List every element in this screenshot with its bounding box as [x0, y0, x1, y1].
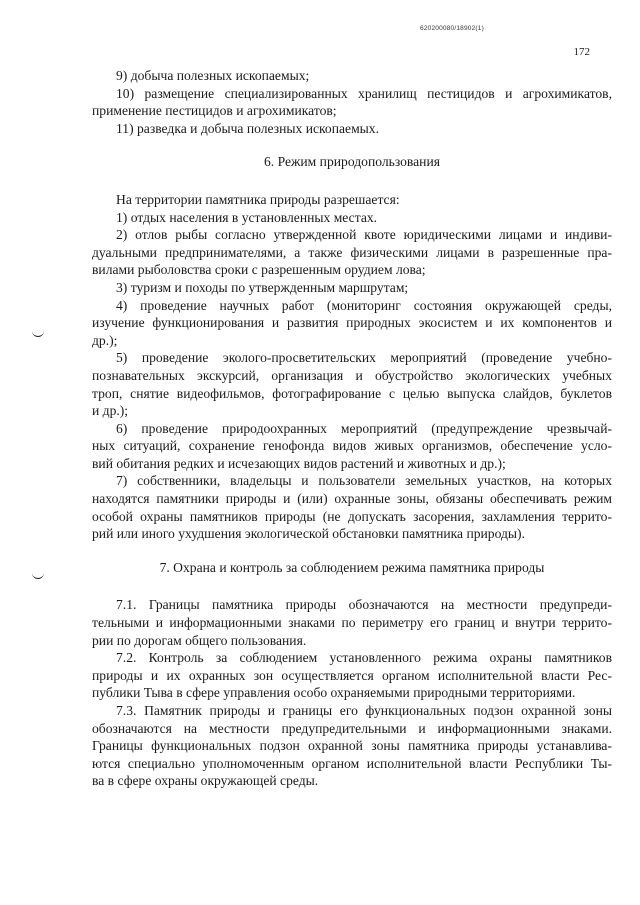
text-line: обозначаются на местности предупредительными и информационными знаками. [92, 720, 612, 736]
text-line: троп, снятие видеофильмов, фотографирование с целью выпуска слайдов, буклетов [92, 385, 612, 401]
page-number: 172 [573, 46, 590, 58]
text-line: 7.1. Границы памятника природы обозначаются на местности предупреди- [116, 597, 612, 613]
document-number: 620200080/18902(1) [420, 25, 484, 32]
text-line: ных ситуаций, сохранение генофонда видов живых организмов, обеспечение усло- [92, 438, 612, 454]
margin-scan-mark [32, 572, 44, 579]
text-line: особой охраны памятников природы (не допускать засорения, захламления террито- [92, 508, 612, 524]
text-line: и др.); [92, 403, 129, 419]
text-line: На территории памятника природы разрешается: [116, 191, 400, 207]
text-line: находятся памятники природы и (или) охранные зоны, обязаны обеспечивать режим [92, 491, 612, 507]
text-line: 3) туризм и походы по утвержденным маршрутам; [116, 279, 409, 295]
text-line: 7) собственники, владельцы и пользователи земельных участков, на которых [116, 473, 612, 489]
text-line: 2) отлов рыбы согласно утвержденной квоте юридическими лицами и индиви- [116, 227, 612, 243]
text-line: 10) размещение специализированных хранилищ пестицидов и агрохимикатов, [116, 85, 612, 101]
text-line: природы и их охранных зон осуществляется органом исполнительной власти Рес- [92, 667, 612, 683]
text-line: ются специально уполномоченным органом исполнительной власти Республики Ты- [92, 755, 612, 771]
text-line: публики Тыва в сфере управления особо охраняемыми природными территориями. [92, 685, 576, 701]
section-heading: 7. Охрана и контроль за соблюдением режима памятника природы [159, 559, 545, 575]
section-heading: 6. Режим природопользования [264, 154, 440, 170]
text-line: рий или иного ухудшения экологической обстановки памятника природы). [92, 526, 525, 542]
text-line: дуальными предпринимателями, а также физическими лицами в разрешенные пра- [92, 244, 612, 260]
section-top [92, 67, 612, 137]
text-line: 5) проведение эколого-просветительских мероприятий (проведение учебно- [116, 350, 612, 366]
text-line: ва в сфере охраны окружающей среды. [92, 773, 319, 789]
text-line: познавательных экскурсий, организация и обустройство экологических учебных [92, 367, 612, 383]
section-6-body [92, 191, 612, 543]
text-line: 11) разведка и добыча полезных ископаемых. [116, 120, 379, 136]
text-line: 6) проведение природоохранных мероприятий (предупреждение чрезвычай- [116, 420, 612, 436]
text-line: изучение функционирования и развития природных экосистем и их компонентов и [92, 315, 612, 331]
section-7-body [92, 596, 612, 790]
text-line: 1) отдых населения в установленных местах. [116, 209, 378, 225]
text-line: рии по дорогам общего пользования. [92, 632, 307, 648]
text-line: Границы функциональных подзон охранной зоны памятника природы устанавлива- [92, 738, 612, 754]
margin-scan-mark [32, 330, 44, 337]
text-line: вий обитания редких и исчезающих видов растений и животных и др.); [92, 455, 506, 471]
text-line: 7.3. Памятник природы и границы его функциональных подзон охранной зоны [116, 703, 612, 718]
text-line: 4) проведение научных работ (мониторинг состояния окружающей среды, [116, 297, 612, 313]
text-line: др.); [92, 332, 118, 348]
text-line: 9) добыча полезных ископаемых; [116, 68, 310, 83]
text-line: вилами рыболовства сроки с разрешенным орудием лова; [92, 262, 426, 278]
document-body [92, 67, 612, 790]
text-line: тельными и информационными знаками по периметру его границ и внутри террито- [92, 615, 612, 631]
text-line: 7.2. Контроль за соблюдением установленного режима охраны памятников [116, 650, 612, 666]
text-line: применение пестицидов и агрохимикатов; [92, 103, 337, 119]
